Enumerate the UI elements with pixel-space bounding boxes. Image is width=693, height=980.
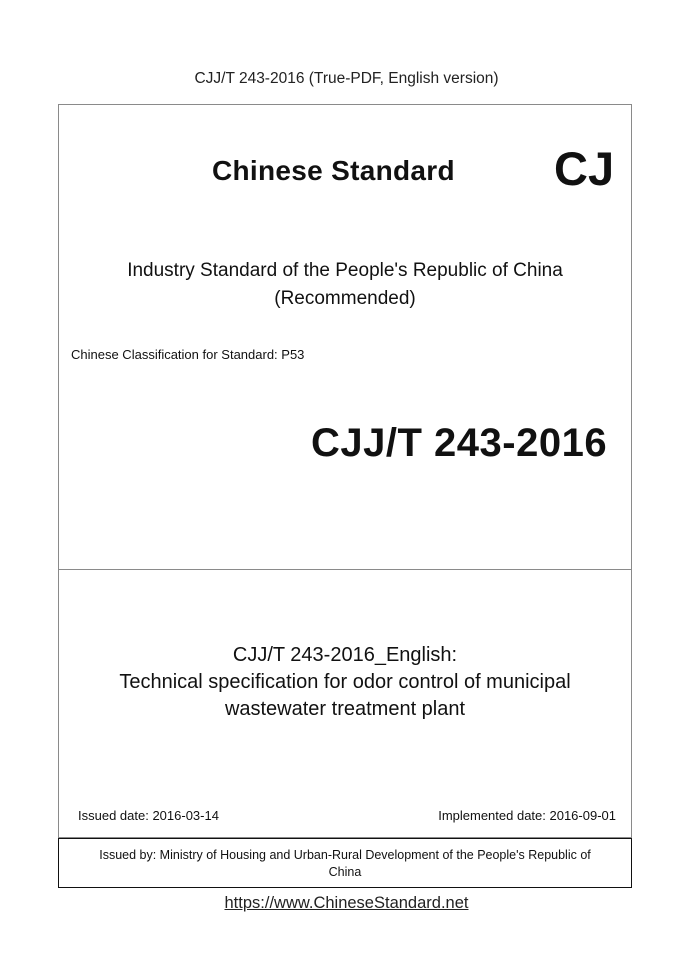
industry-standard-caption	[58, 257, 632, 313]
document-title	[58, 642, 632, 723]
document-title-line-2: Technical specification for odor control of municipal	[119, 671, 571, 693]
document-title-line-3: wastewater treatment plant	[224, 698, 466, 720]
website-link[interactable]: https://www.ChineseStandard.net	[224, 894, 469, 912]
issuer-line-1: Issued by: Ministry of Housing and Urban-Rural Development of the People's Republic of	[99, 848, 591, 862]
industry-line-1: Industry Standard of the People's Republic of China	[127, 260, 563, 281]
issuer-line-2: China	[328, 865, 362, 879]
issued-date: Issued date: 2016-03-14	[78, 808, 219, 823]
issuer-box	[58, 838, 632, 888]
industry-line-2: (Recommended)	[274, 288, 416, 309]
classification-code: Chinese Classification for Standard: P53	[71, 347, 305, 362]
page-header: CJJ/T 243-2016 (True-PDF, English version)	[194, 70, 499, 87]
standard-number: CJJ/T 243-2016	[311, 421, 608, 465]
standard-title: Chinese Standard	[212, 155, 455, 186]
document-title-line-1: CJJ/T 243-2016_English:	[232, 644, 458, 666]
cj-category-mark: CJ	[554, 142, 615, 195]
implemented-date: Implemented date: 2016-09-01	[438, 808, 616, 823]
